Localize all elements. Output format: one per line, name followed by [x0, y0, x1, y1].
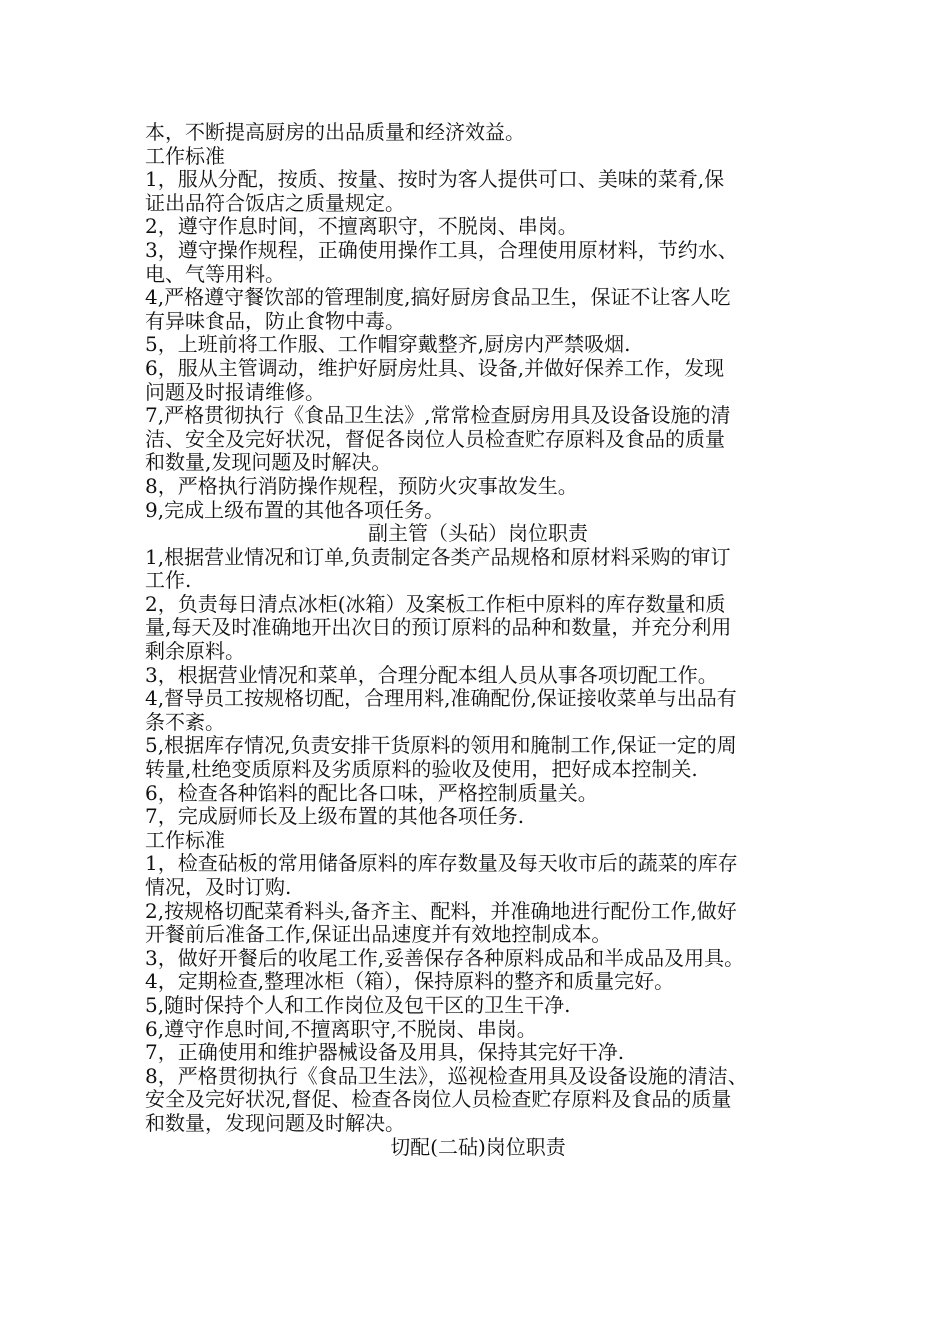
body-text-line: 3，做好开餐后的收尾工作,妥善保存各种原料成品和半成品及用具。	[145, 945, 745, 970]
document-page	[145, 121, 811, 1159]
body-text-line: 工作.	[145, 568, 192, 593]
body-text-line: 6，服从主管调动，维护好厨房灶具、设备,并做好保养工作，发现	[145, 355, 725, 380]
body-text-line: 本，不断提高厨房的出品质量和经济效益。	[145, 120, 525, 144]
body-text-line: 量,每天及时准确地开出次日的预订原料的品种和数量，并充分利用	[145, 615, 732, 640]
body-text-line: 4，定期检查,整理冰柜（箱），保持原料的整齐和质量完好。	[145, 969, 675, 994]
body-text-line: 6，检查各种馅料的配比各口味，严格控制质量关。	[145, 780, 598, 805]
body-text-line: 6,遵守作息时间,不擅离职守,不脱岗、串岗。	[145, 1016, 537, 1041]
body-text-line: 有异味食品，防止食物中毒。	[145, 308, 405, 333]
body-text-line: 洁、安全及完好状况，督促各岗位人员检查贮存原料及食品的质量	[145, 426, 725, 451]
body-text-line: 安全及完好状况,督促、检查各岗位人员检查贮存原料及食品的质量	[145, 1087, 732, 1112]
body-text-line: 5,根据库存情况,负责安排干货原料的领用和腌制工作,保证一定的周	[145, 733, 737, 758]
body-text-line: 情况，及时订购.	[145, 875, 292, 899]
body-text-line: 4,严格遵守餐饮部的管理制度,搞好厨房食品卫生，保证不让客人吃	[145, 285, 731, 310]
body-text-line: 转量,杜绝变质原料及劣质原料的验收及使用，把好成本控制关.	[145, 757, 698, 782]
body-text-line: 条不紊。	[145, 709, 225, 734]
body-text-line: 剩余原料。	[145, 639, 245, 664]
body-text-line: 和数量，发现问题及时解决。	[145, 1110, 405, 1135]
body-text-line: 8，严格执行消防操作规程，预防火灾事故发生。	[145, 473, 578, 498]
body-text-line: 电、气等用料。	[145, 261, 285, 286]
body-text-line: 1，服从分配，按质、按量、按时为客人提供可口、美味的菜肴,保	[145, 167, 725, 192]
body-text-line: 7,严格贯彻执行《食品卫生法》,常常检查厨房用具及设备设施的清	[145, 403, 731, 428]
body-text-line: 和数量,发现问题及时解决。	[145, 450, 392, 475]
body-text-line: 3，根据营业情况和菜单，合理分配本组人员从事各项切配工作。	[145, 662, 718, 687]
body-text-line: 证出品符合饭店之质量规定。	[145, 190, 405, 215]
body-text-line: 9,完成上级布置的其他各项任务。	[145, 497, 445, 522]
body-text-line: 1,根据营业情况和订单,负责制定各类产品规格和原材料采购的审订	[145, 544, 731, 569]
body-text-line: 3，遵守操作规程，正确使用操作工具，合理使用原材料，节约水、	[145, 237, 738, 262]
body-text-line: 7，正确使用和维护器械设备及用具，保持其完好干净.	[145, 1040, 625, 1065]
body-text-line: 7，完成厨师长及上级布置的其他各项任务.	[145, 804, 525, 829]
body-text-line: 5,随时保持个人和工作岗位及包干区的卫生干净.	[145, 992, 571, 1017]
section-title: 切配(二砧)岗位职责	[390, 1134, 566, 1159]
body-text-line: 5，上班前将工作服、工作帽穿戴整齐,厨房内严禁吸烟.	[145, 332, 631, 357]
section-heading: 工作标准	[145, 143, 225, 168]
body-text-line: 2，负责每日清点冰柜(冰箱）及案板工作柜中原料的库存数量和质	[145, 591, 726, 616]
body-text-line: 2,按规格切配菜肴料头,备齐主、配料，并准确地进行配份工作,做好	[145, 898, 737, 923]
section-heading: 工作标准	[145, 827, 225, 852]
body-text-line: 8，严格贯彻执行《食品卫生法》，巡视检查用具及设备设施的清洁、	[145, 1063, 748, 1088]
body-text-line: 4,督导员工按规格切配，合理用料,准确配份,保证接收菜单与出品有	[145, 686, 737, 711]
section-title: 副主管（头砧）岗位职责	[368, 521, 588, 546]
body-text-line: 2，遵守作息时间，不擅离职守，不脱岗、串岗。	[145, 214, 578, 239]
body-text-line: 开餐前后准备工作,保证出品速度并有效地控制成本。	[145, 922, 612, 947]
body-text-line: 问题及时报请维修。	[145, 379, 325, 404]
body-text-line: 1，检查砧板的常用储备原料的库存数量及每天收市后的蔬菜的库存	[145, 851, 738, 876]
